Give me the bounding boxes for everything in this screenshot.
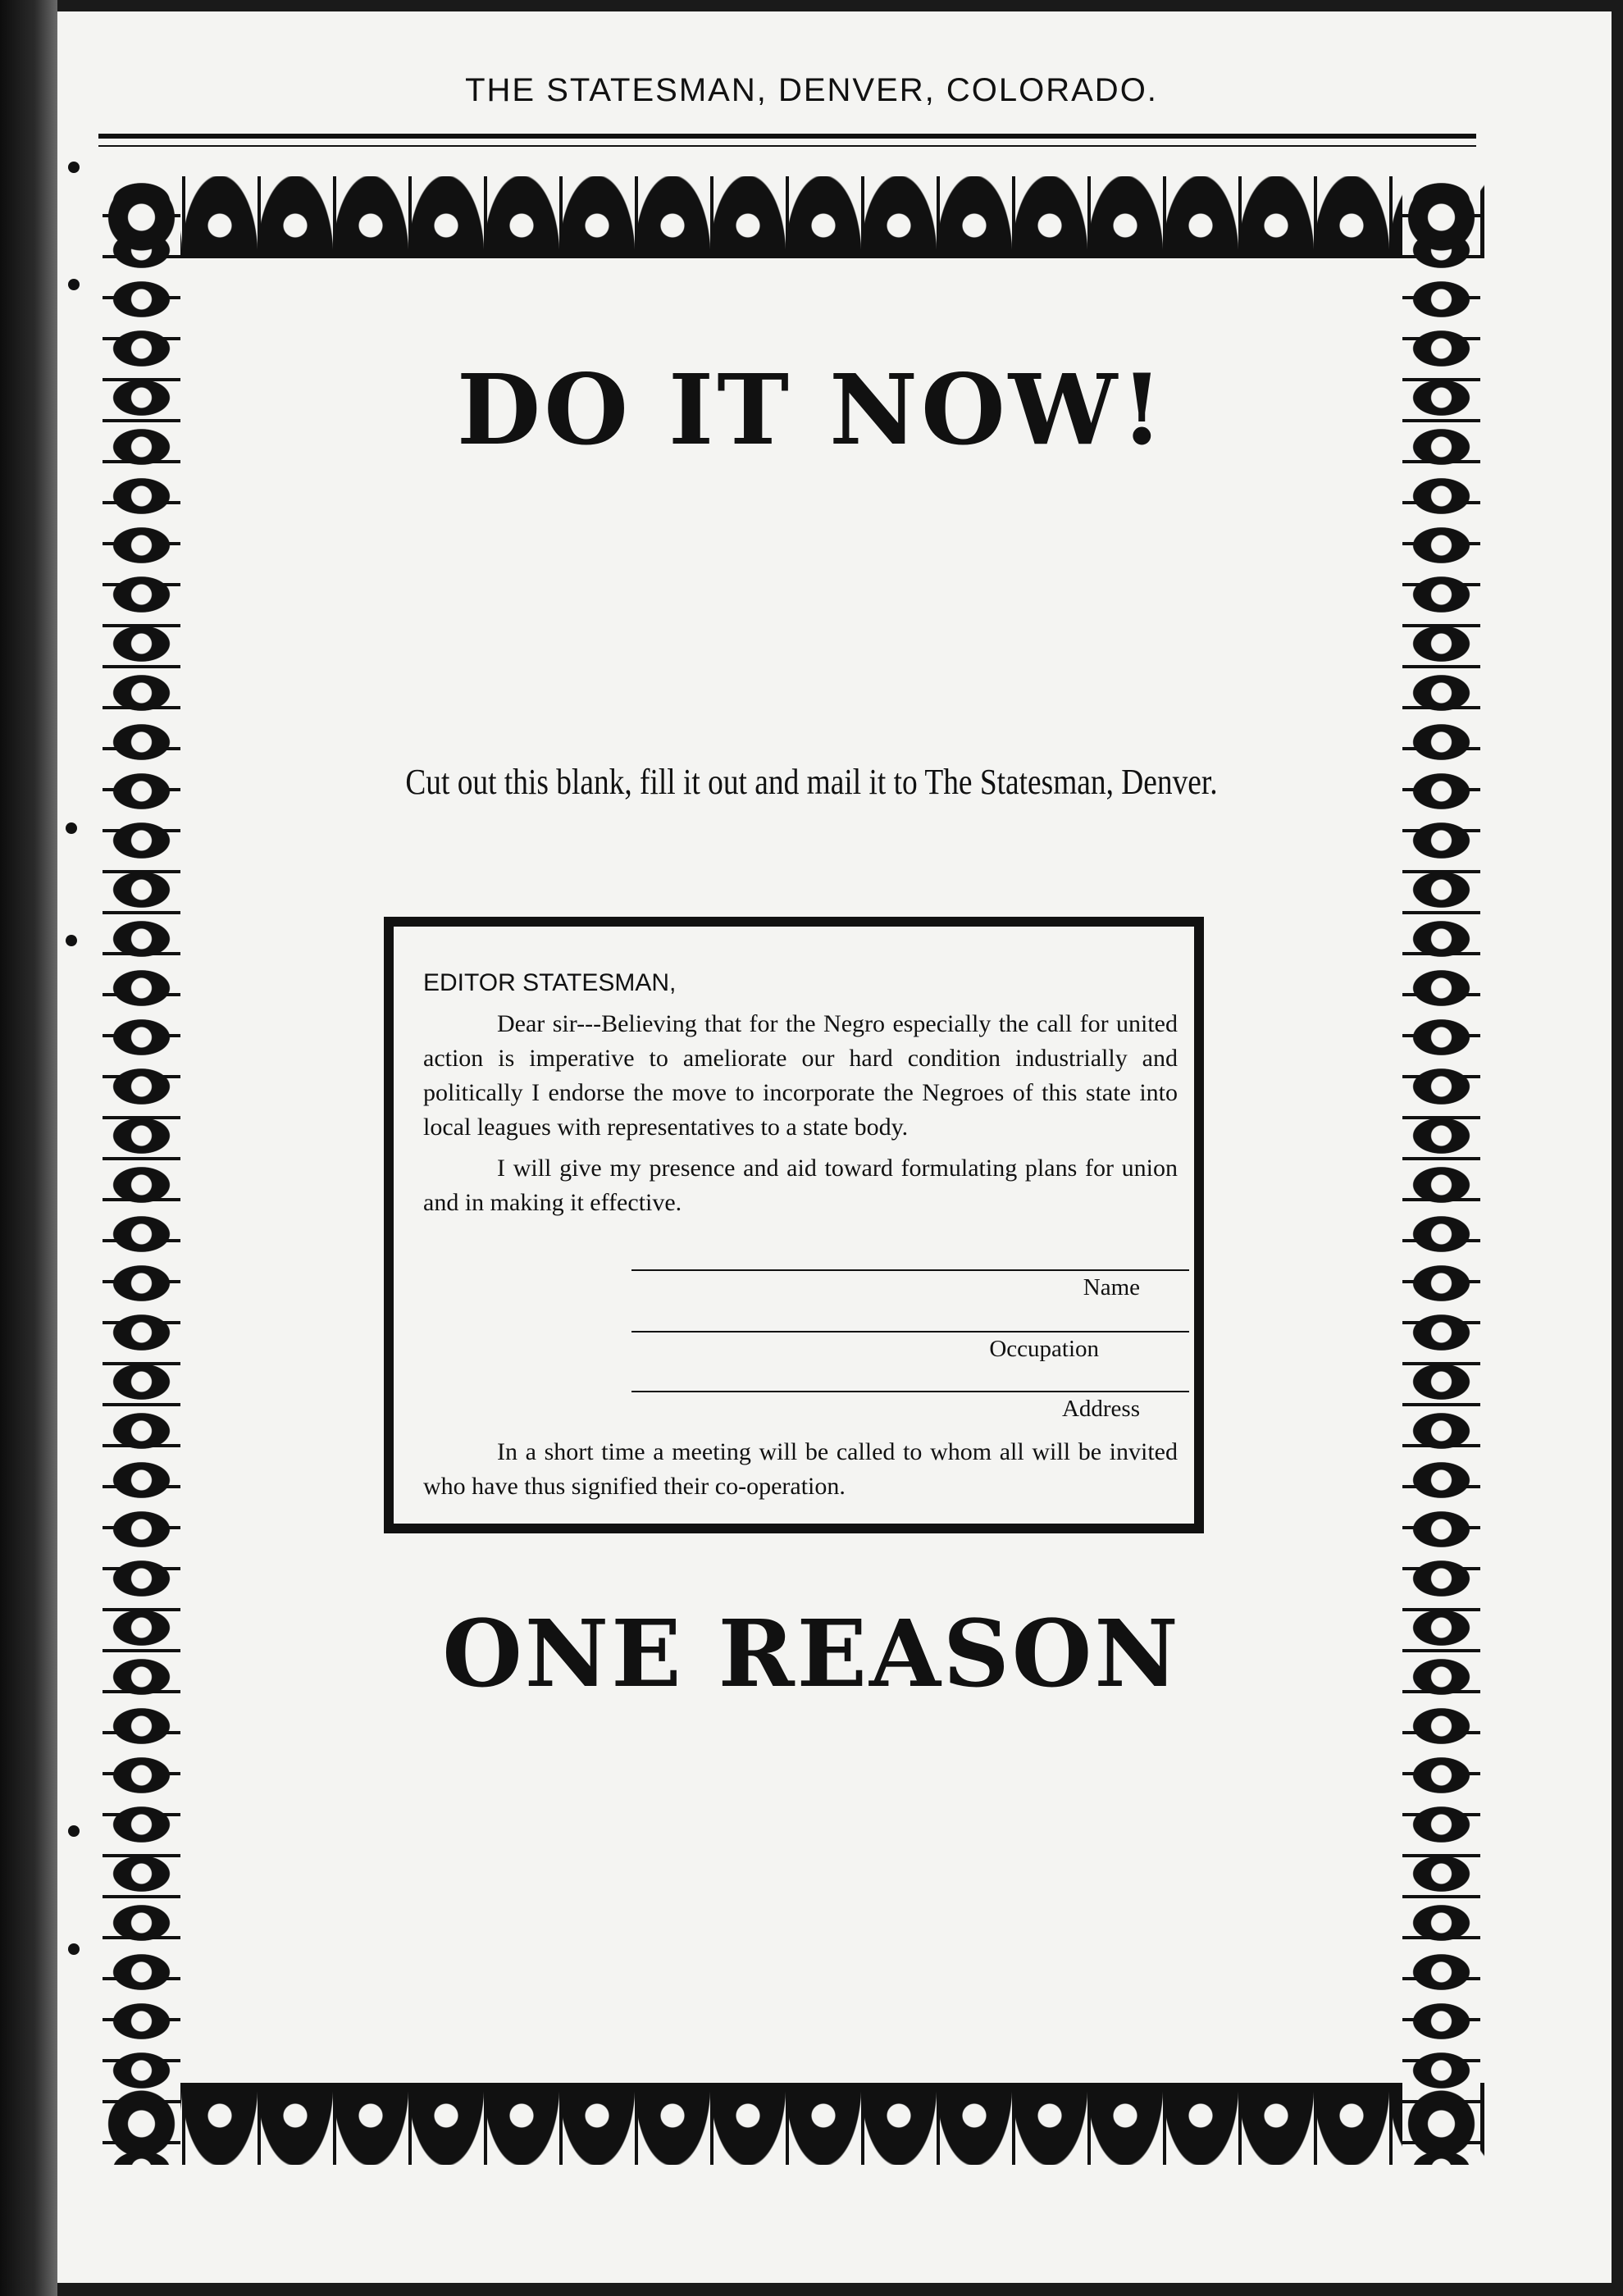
coupon-addressee: EDITOR STATESMAN,	[423, 969, 677, 996]
punch-hole	[68, 162, 80, 173]
punch-hole	[68, 1825, 80, 1837]
page-binding-edge	[0, 0, 57, 2296]
ornament-corner-icon	[1402, 2083, 1480, 2165]
address-field[interactable]	[631, 1391, 1189, 1423]
coupon-paragraph: I will give my presence and aid toward formulating plans for union and in making it effective.	[423, 1155, 1178, 1216]
ornamental-border-right	[1402, 176, 1480, 2165]
punch-hole	[66, 822, 77, 834]
headline-one-reason: ONE REASON	[442, 1601, 1181, 1708]
occupation-field[interactable]	[631, 1331, 1189, 1363]
ornamental-border-bottom	[107, 2083, 1484, 2165]
punch-hole	[68, 279, 80, 290]
occupation-field-label: Occupation	[989, 1336, 1099, 1362]
instruction-text: Cut out this blank, fill it out and mail it to The Statesman, Denver.	[405, 762, 1218, 802]
ornament-corner-icon	[103, 176, 180, 258]
coupon-form	[384, 917, 1204, 1533]
coupon-closing: In a short time a meeting will be called to whom all will be invited who have thus signified their co-operation.	[423, 1438, 1178, 1500]
ornament-corner-icon	[103, 2083, 180, 2165]
masthead-rule	[98, 134, 1476, 139]
ornament-corner-icon	[1402, 176, 1480, 258]
name-field-label: Name	[1083, 1274, 1140, 1301]
ornamental-border-left	[103, 176, 180, 2165]
headline-do-it-now: DO IT NOW!	[456, 353, 1167, 467]
coupon-body	[423, 966, 1178, 1227]
coupon-paragraph: Dear sir---Believing that for the Negro especially the call for united action is imperative to ameliorate our hard condition industrially and politically I endorse the move to incorporate the Negroes of this state into local leagues with representatives to a state body.	[423, 1010, 1178, 1141]
punch-hole	[66, 935, 77, 946]
punch-hole	[68, 1943, 80, 1955]
masthead: THE STATESMAN, DENVER, COLORADO.	[465, 72, 1158, 108]
address-field-label: Address	[1061, 1396, 1140, 1422]
masthead-rule-thin	[98, 145, 1476, 147]
name-field[interactable]	[631, 1269, 1189, 1301]
ornamental-border-top	[107, 176, 1484, 258]
